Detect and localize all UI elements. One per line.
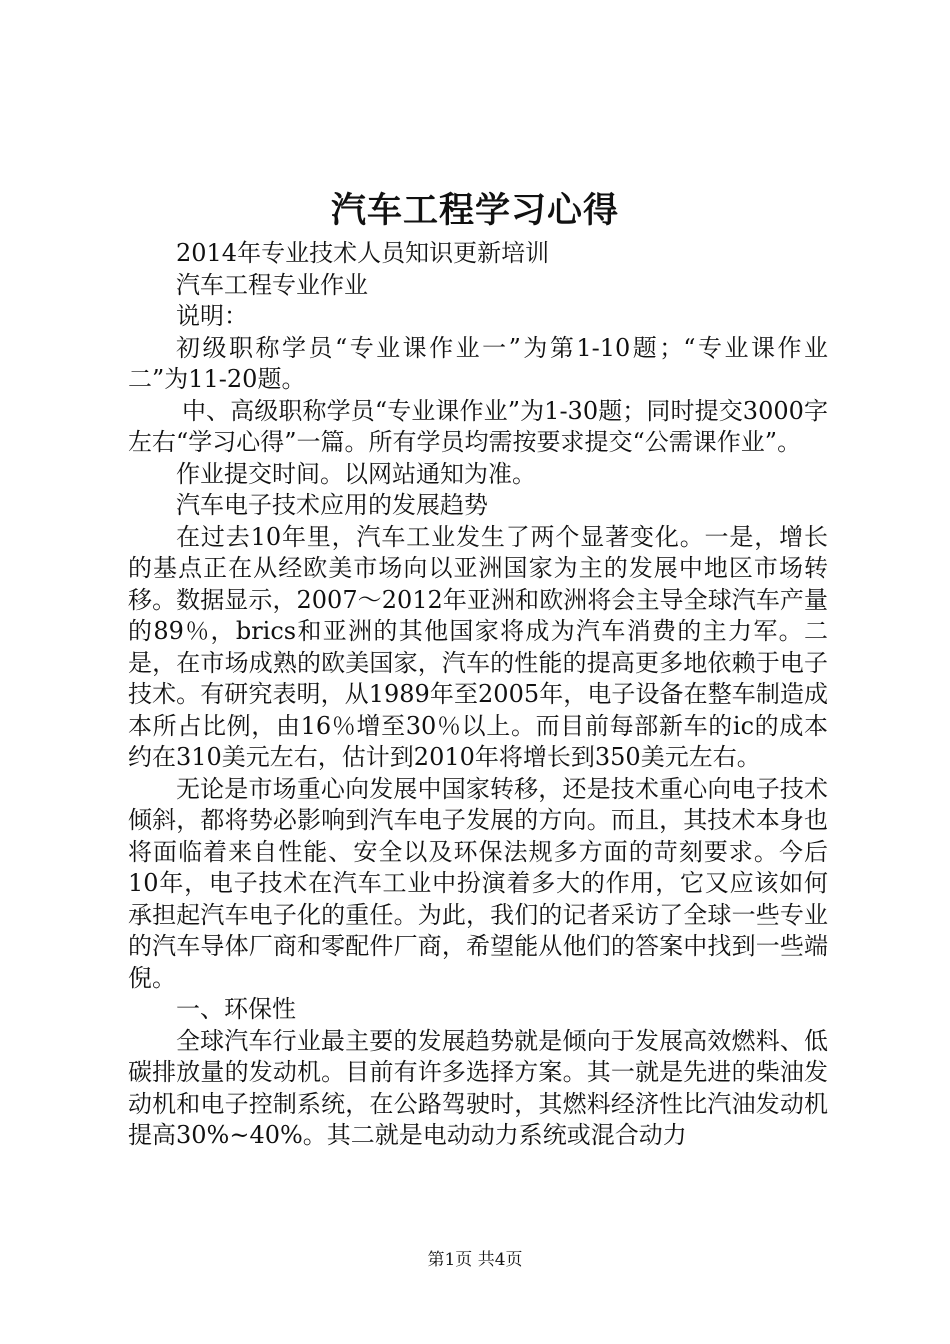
paragraph-senior-requirements: 中、高级职称学员“专业课作业”为1-30题；同时提交3000字左右“学习心得”一篇。所有学员均需按要求提交“公需课作业”。 xyxy=(128,396,828,456)
paragraph-body: 全球汽车行业最主要的发展趋势就是倾向于发展高效燃料、低碳排放量的发动机。目前有许多选择方案。其一就是先进的柴油发动机和电子控制系统，在公路驾驶时，其燃料经济性比汽油发动机提高30%~40%。其二就是电动动力系统或混合动力 xyxy=(128,1026,828,1149)
paragraph-deadline: 作业提交时间。以网站通知为准。 xyxy=(176,459,536,488)
paragraph-note-label: 说明： xyxy=(176,302,248,330)
document-body xyxy=(128,238,828,1152)
paragraph-training-heading: 2014年专业技术人员知识更新培训 xyxy=(176,239,550,267)
page-title: 汽车工程学习心得 xyxy=(330,190,619,231)
paragraph-subheading-environment: 一、环保性 xyxy=(176,995,296,1023)
paragraph-body: 在过去10年里，汽车工业发生了两个显著变化。一是，增长的基点正在从经欧美市场向以亚洲国家为主的发展中地区市场转移。数据显示，2007～2012年亚洲和欧洲将会主导全球汽车产量的89％，brics和亚洲的其他国家将成为汽车消费的主力军。二是，在市场成熟的欧美国家，汽车的性能的提高更多地依赖于电子技术。有研究表明，从1989年至2005年，电子设备在整车制造成本所占比例，由16％增至30％以上。而目前每部新车的ic的成本约在310美元左右，估计到2010年将增长到350美元左右。 xyxy=(128,522,828,771)
paragraph-body: 无论是市场重心向发展中国家转移，还是技术重心向电子技术倾斜，都将势必影响到汽车电子发展的方向。而且，其技术本身也将面临着来自性能、安全以及环保法规多方面的苛刻要求。今后10年，电子技术在汽车工业中扮演着多大的作用，它又应该如何承担起汽车电子化的重任。为此，我们的记者采访了全球一些专业的汽车导体厂商和零配件厂商，希望能从他们的答案中找到一些端倪。 xyxy=(128,774,828,992)
paragraph-assignment-heading: 汽车工程专业作业 xyxy=(176,270,368,299)
page-number-footer: 第1页 共4页 xyxy=(427,1250,523,1270)
paragraph-section-heading: 汽车电子技术应用的发展趋势 xyxy=(176,491,488,519)
paragraph-junior-requirements: 初级职称学员“专业课作业一”为第1-10题；“专业课作业二”为11-20题。 xyxy=(128,333,828,393)
